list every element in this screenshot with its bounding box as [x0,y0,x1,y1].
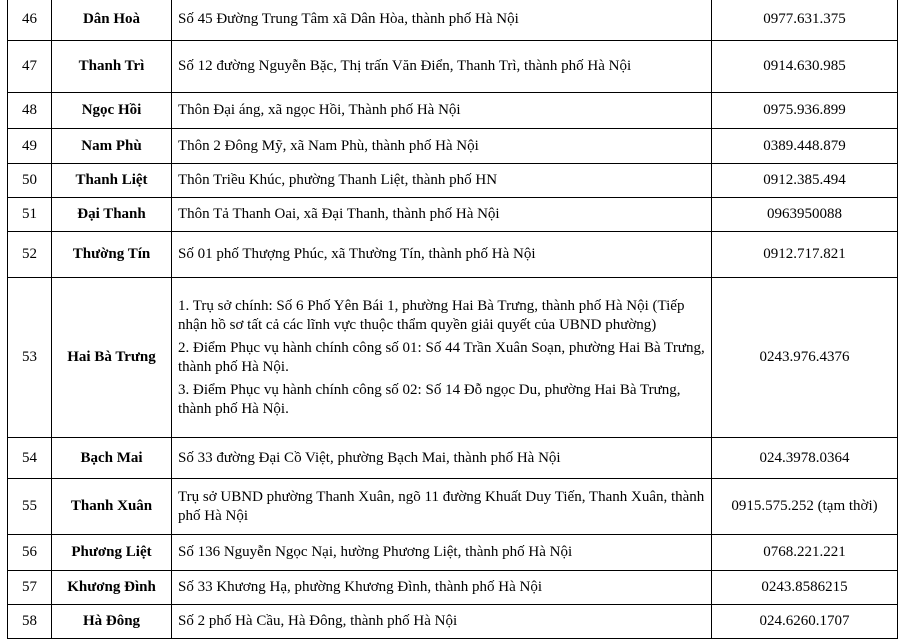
table-row [8,479,898,535]
row-number: 58 [8,605,52,639]
unit-name: Phương Liệt [52,535,172,571]
unit-name: Hai Bà Trưng [52,278,172,438]
phone-number: 0915.575.252 (tạm thời) [712,479,898,535]
row-number: 54 [8,438,52,479]
row-number: 57 [8,571,52,605]
address-line: Số 33 đường Đại Cồ Việt, phường Bạch Mai, thành phố Hà Nội [178,449,561,466]
address-line: 3. Điểm Phục vụ hành chính công số 02: Số 14 Đỗ ngọc Du, phường Hai Bà Trưng, thành phố Hà Nội. [178,381,681,417]
table-row [8,41,898,93]
address-cell [172,571,712,605]
row-number: 48 [8,93,52,129]
row-number: 47 [8,41,52,93]
table-row [8,129,898,164]
unit-name: Khương Đình [52,571,172,605]
address-cell [172,164,712,198]
address-cell [172,479,712,535]
address-line: Thôn 2 Đông Mỹ, xã Nam Phù, thành phố Hà Nội [178,137,479,154]
unit-name: Đại Thanh [52,198,172,232]
unit-name: Ngọc Hồi [52,93,172,129]
unit-name: Nam Phù [52,129,172,164]
address-cell [172,232,712,278]
row-number: 46 [8,0,52,41]
unit-name: Dân Hoà [52,0,172,41]
table-row [8,164,898,198]
unit-name: Thanh Xuân [52,479,172,535]
phone-number: 0389.448.879 [712,129,898,164]
unit-name: Thường Tín [52,232,172,278]
table-row [8,93,898,129]
address-line: Trụ sở UBND phường Thanh Xuân, ngõ 11 đường Khuất Duy Tiến, Thanh Xuân, thành phố Hà Nội [178,488,705,524]
address-cell [172,41,712,93]
address-cell [172,129,712,164]
row-number: 55 [8,479,52,535]
phone-number: 024.6260.1707 [712,605,898,639]
phone-number: 0963950088 [712,198,898,232]
address-line: 1. Trụ sở chính: Số 6 Phố Yên Bái 1, phường Hai Bà Trưng, thành phố Hà Nội (Tiếp nhận hồ sơ tất cả các lĩnh vực thuộc thẩm quyền giải quyết của UBND phường) [178,297,685,333]
address-cell [172,535,712,571]
row-number: 51 [8,198,52,232]
address-line: Số 136 Nguyễn Ngọc Nại, hường Phương Liệt, thành phố Hà Nội [178,544,573,560]
unit-name: Thanh Trì [52,41,172,93]
address-line: Số 2 phố Hà Cầu, Hà Đông, thành phố Hà Nội [178,613,458,629]
phone-number: 0912.717.821 [712,232,898,278]
unit-name: Bạch Mai [52,438,172,479]
row-number: 52 [8,232,52,278]
address-line: Số 33 Khương Hạ, phường Khương Đình, thành phố Hà Nội [178,579,542,595]
table-row [8,535,898,571]
address-cell [172,605,712,639]
table-row [8,198,898,232]
phone-number: 0914.630.985 [712,41,898,93]
table-row [8,278,898,438]
phone-number: 024.3978.0364 [712,438,898,479]
address-line: Thôn Đại áng, xã ngọc Hồi, Thành phố Hà Nội [178,102,461,118]
phone-number: 0912.385.494 [712,164,898,198]
address-line: Thôn Triều Khúc, phường Thanh Liệt, thành phố HN [178,172,498,188]
row-number: 49 [8,129,52,164]
phone-number: 0977.631.375 [712,0,898,41]
address-line: 2. Điểm Phục vụ hành chính công số 01: Số 44 Trần Xuân Soạn, phường Hai Bà Trưng, thành phố Hà Nội. [178,339,705,375]
unit-name: Hà Đông [52,605,172,639]
address-line: Số 12 đường Nguyễn Bặc, Thị trấn Văn Điển, Thanh Trì, thành phố Hà Nội [178,58,632,74]
table-row [8,232,898,278]
unit-name: Thanh Liệt [52,164,172,198]
row-number: 50 [8,164,52,198]
address-cell [172,93,712,129]
phone-number: 0243.976.4376 [712,278,898,438]
phone-number: 0243.8586215 [712,571,898,605]
table-row [8,438,898,479]
phone-number: 0975.936.899 [712,93,898,129]
table-row [8,571,898,605]
address-line: Thôn Tả Thanh Oai, xã Đại Thanh, thành phố Hà Nội [178,206,500,222]
phone-number: 0768.221.221 [712,535,898,571]
offices-table [7,0,898,639]
address-cell [172,438,712,479]
table-row [8,605,898,639]
row-number: 53 [8,278,52,438]
address-cell [172,0,712,41]
row-number: 56 [8,535,52,571]
address-line: Số 45 Đường Trung Tâm xã Dân Hòa, thành phố Hà Nội [178,11,519,27]
address-cell [172,278,712,438]
address-line: Số 01 phố Thượng Phúc, xã Thường Tín, thành phố Hà Nội [178,246,536,262]
table-row [8,0,898,41]
address-cell [172,198,712,232]
